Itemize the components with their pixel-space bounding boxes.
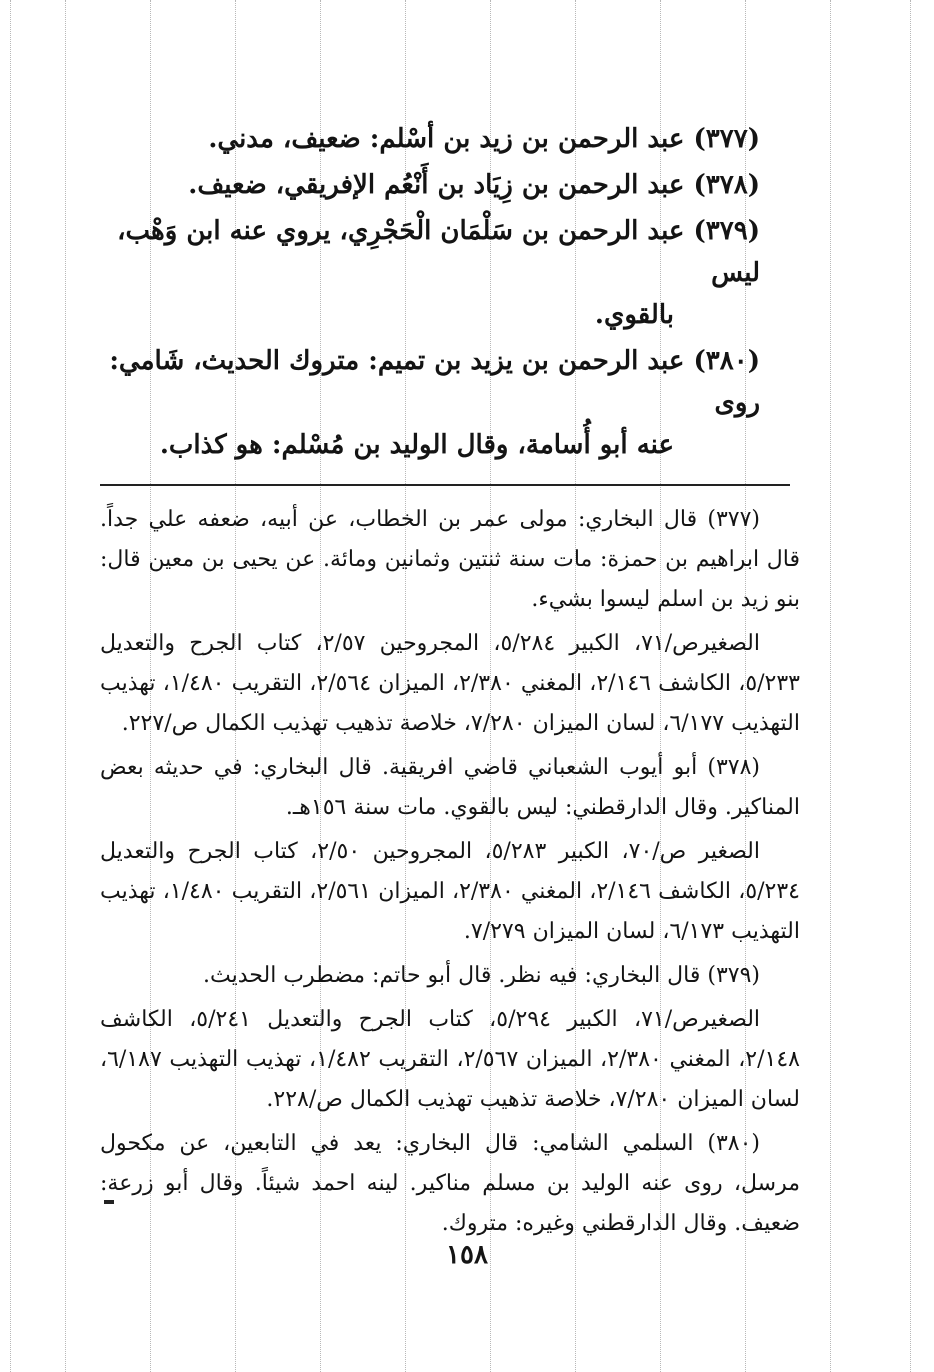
- footnotes: [100, 500, 800, 1244]
- footnote-378-references: الصغير ص/٧٠، الكبير ٥/٢٨٣، المجروحين ٢/٥٠، كتاب الجرح والتعديل ٥/٢٣٤، الكاشف ٢/١٤٦، المغني ٢/٣٨٠، الميزان ٢/٥٦١، التقريب ١/٤٨٠، تهذيب التهذيب ٦/١٧٣، لسان الميزان ٧/٢٧٩.: [100, 839, 800, 944]
- footnote-378: (٣٧٨) أبو أيوب الشعباني قاضي افريقية. قال البخاري: في حديثه بعض المناكير. وقال الدارقطني: ليس بالقوي. مات سنة ١٥٦هـ.: [100, 755, 800, 820]
- entry-379-text: (٣٧٩) عبد الرحمن بن سَلْمَان الْحَجْرِي، يروي عنه ابن وَهْب، ليس: [117, 216, 760, 288]
- entry-380: [100, 340, 760, 466]
- document-page: [100, 118, 800, 1248]
- entry-377-text: (٣٧٧) عبد الرحمن بن زيد بن أسْلم: ضعيف، مدني.: [208, 124, 760, 154]
- entry-379-continuation: بالقوي.: [594, 300, 674, 330]
- footnote-379: (٣٧٩) قال البخاري: فيه نظر. قال أبو حاتم: مضطرب الحديث.: [203, 963, 760, 988]
- margin-mark: [104, 1200, 114, 1204]
- scan-grid-line: [10, 0, 11, 1372]
- entry-380-text: (٣٨٠) عبد الرحمن بن يزيد بن تميم: متروك الحديث، شَامي: روى: [109, 346, 760, 418]
- footnote-379-references: الصغيرص/٧١، الكبير ٥/٢٩٤، كتاب الجرح والتعديل ٥/٢٤١، الكاشف ٢/١٤٨، المغني ٢/٣٨٠، الميزان ٢/٥٦٧، التقريب ١/٤٨٢، تهذيب التهذيب ٦/١٨٧، لسان الميزان ٧/٢٨٠، خلاصة تذهيب تهذيب الكمال ص/٢٢٨.: [100, 1007, 800, 1112]
- entry-379: [100, 210, 760, 336]
- page-number: ١٥٨: [446, 1240, 488, 1270]
- scan-grid-line: [65, 0, 66, 1372]
- footnote-377-references: الصغيرص/٧١، الكبير ٥/٢٨٤، المجروحين ٢/٥٧، كتاب الجرح والتعديل ٥/٢٣٣، الكاشف ٢/١٤٦، المغني ٢/٣٨٠، الميزان ٢/٥٦٤، التقريب ١/٤٨٠، تهذيب التهذيب ٦/١٧٧، لسان الميزان ٧/٢٨٠، خلاصة تذهيب تهذيب الكمال ص/٢٢٧.: [100, 631, 800, 736]
- entry-377: [100, 118, 760, 160]
- entry-380-continuation: عنه أبو أُسامة، وقال الوليد بن مُسْلم: هو كذاب.: [159, 430, 674, 460]
- footnote-divider: [100, 484, 790, 486]
- scan-grid-line: [830, 0, 831, 1372]
- footnote-380: (٣٨٠) السلمي الشامي: قال البخاري: يعد في التابعين، عن مكحول مرسل، روى عنه الوليد بن مسلم مناكير. لينه احمد شيئاً. وقال أبو زرعة: ضعيف. وقال الدارقطني وغيره: متروك.: [100, 1131, 800, 1236]
- entry-378-text: (٣٧٨) عبد الرحمن بن زِيَاد بن أَنْعُم الإفريقي، ضعيف.: [188, 170, 760, 200]
- scan-grid-line: [910, 0, 911, 1372]
- main-entries: [100, 118, 800, 466]
- footnote-377: (٣٧٧) قال البخاري: مولى عمر بن الخطاب، عن أبيه، ضعفه علي جداً. قال ابراهيم بن حمزة: مات سنة ثنتين وثمانين ومائة. عن يحيى بن معين قال: بنو زيد بن اسلم ليسوا بشيء.: [100, 507, 800, 612]
- entry-378: [100, 164, 760, 206]
